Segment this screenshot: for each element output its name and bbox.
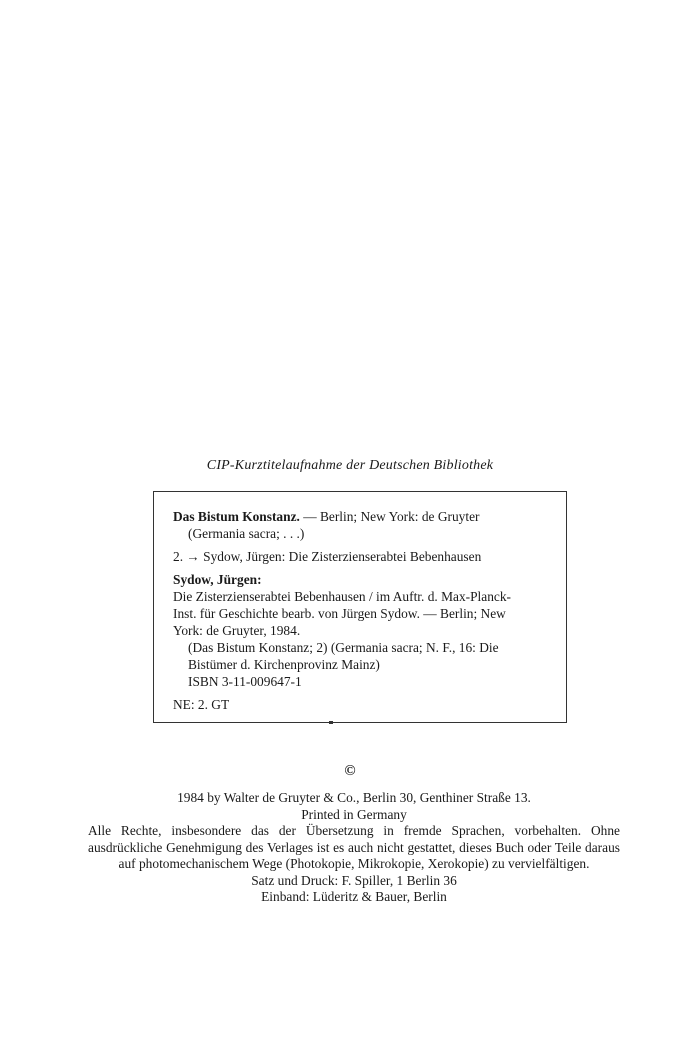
title-line: Inst. für Geschichte bearb. von Jürgen Sydow. — Berlin; New <box>173 606 506 621</box>
cip-heading: CIP-Kurztitelaufnahme der Deutschen Bibliothek <box>206 458 494 473</box>
cip-record-box <box>153 491 567 723</box>
series-sub: (Germania sacra; . . .) <box>188 526 305 541</box>
volume-reference: 2. → Sydow, Jürgen: Die Zisterzienserabtei Bebenhausen <box>173 549 482 564</box>
publisher-line: 1984 by Walter de Gruyter & Co., Berlin 30, Genthiner Straße 13. <box>177 790 531 805</box>
printed-in: Printed in Germany <box>301 806 407 822</box>
isbn: ISBN 3-11-009647-1 <box>188 674 302 689</box>
series-publisher: — Berlin; New York: de Gruyter <box>299 509 480 524</box>
rights-notice: Alle Rechte, insbesondere das der Übersetzung in fremde Sprachen, vorbehalten. Ohne ausdrückliche Genehmigung des Verlages ist es auch nicht gestattet, dieses Buch oder Teile daraus auf photomechanischem Wege (Photokopie, Mikrokopie, Xerokopie) zu vervielfältigen. <box>88 823 620 871</box>
ne-entry: NE: 2. GT <box>173 697 230 712</box>
box-tick-mark <box>329 721 333 724</box>
series-title: Das Bistum Konstanz. <box>173 509 300 524</box>
series-note: (Das Bistum Konstanz; 2) (Germania sacra; N. F., 16: Die <box>188 640 499 655</box>
typesetting-credit: Satz und Druck: F. Spiller, 1 Berlin 36 <box>251 872 457 888</box>
series-entry <box>173 508 552 525</box>
title-line: Die Zisterzienserabtei Bebenhausen / im Auftr. d. Max-Planck- <box>173 589 512 604</box>
author-heading: Sydow, Jürgen: <box>173 572 262 587</box>
imprint-block <box>88 790 620 906</box>
title-line: York: de Gruyter, 1984. <box>173 623 301 638</box>
binding-credit: Einband: Lüderitz & Bauer, Berlin <box>261 889 447 904</box>
series-note: Bistümer d. Kirchenprovinz Mainz) <box>188 657 380 672</box>
copyright-symbol: © <box>344 763 356 779</box>
